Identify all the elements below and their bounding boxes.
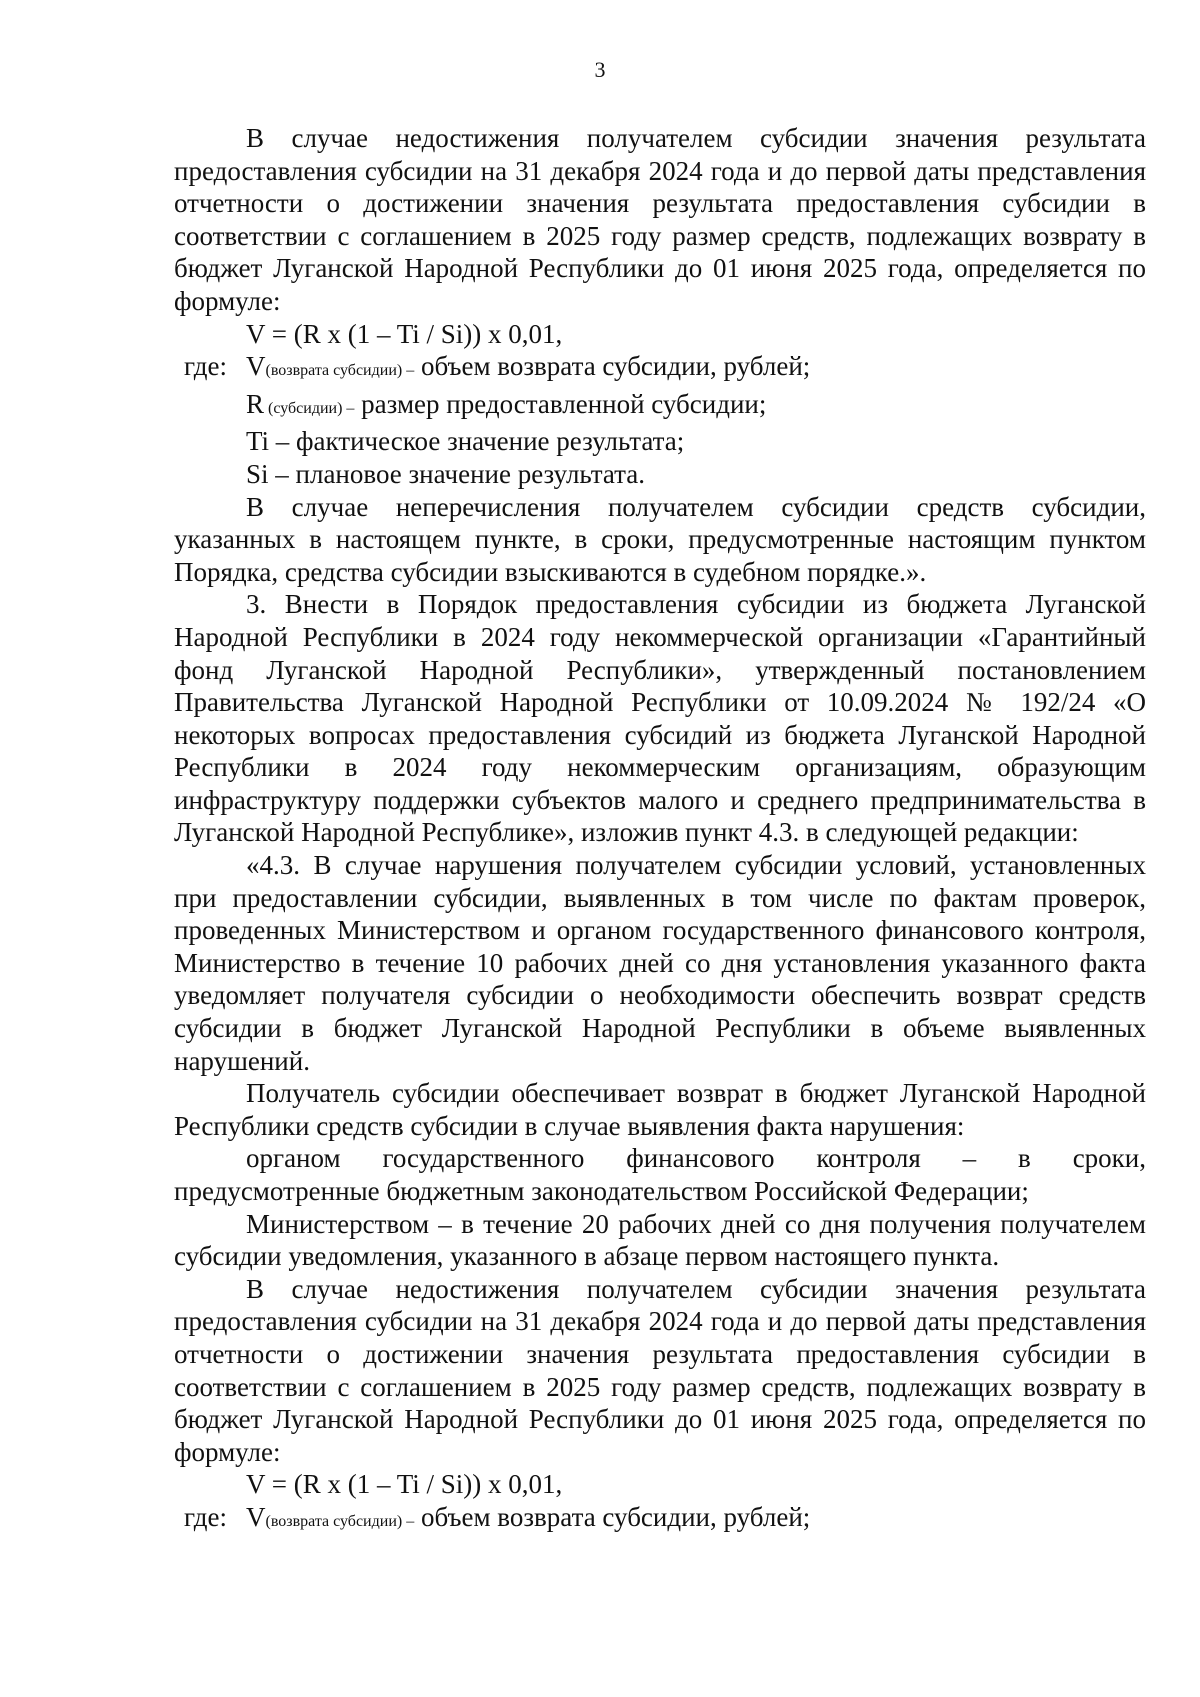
formula: V = (R x (1 – Ti / Si)) x 0,01, — [246, 318, 563, 349]
paragraph-item-4-3: «4.3. В случае нарушения получателем субсидии условий, установленных при предоставлении субсидии, выявленных в том числе по фактам проверок, проведенных Министерством и органом государственного финансового контроля, Министерство в течение 10 рабочих дней со дня установления указанного факта уведомляет получателя субсидии о необходимости обеспечить возврат средств субсидии в бюджет Луганской Народной Республики в объеме выявленных нарушений. — [174, 850, 1146, 1076]
where-label: где: — [184, 1501, 227, 1532]
paragraph-recipient-return: Получатель субсидии обеспечивает возврат в бюджет Луганской Народной Республики средств субсидии в случае выявления факта нарушения: — [174, 1078, 1146, 1141]
formula-legend-ti: Ti – фактическое значение результата; — [246, 426, 685, 457]
v-subscript: (возврата субсидии) – — [265, 1512, 415, 1530]
formula-legend-r — [174, 388, 1146, 426]
paragraph-return-condition: В случае недостижения получателем субсидии значения результата предоставления субсидии на 31 декабря 2024 года и до первой даты представления отчетности о достижении значения результата предоставления субсидии в соответствии с соглашением в 2025 году размер средств, подлежащих возврату в бюджет Луганской Народной Республики до 01 июня 2025 года, определяется по формуле: — [174, 123, 1146, 316]
v-description: объем возврата субсидии, рублей; — [414, 351, 811, 382]
document-body — [174, 122, 1146, 1539]
paragraph-ministry-term: Министерством – в течение 20 рабочих дней со дня получения получателем субсидии уведомления, указанного в абзаце первом настоящего пункта. — [174, 1208, 1146, 1272]
paragraph-financial-control: органом государственного финансового контроля – в сроки, предусмотренные бюджетным законодательством Российской Федерации; — [174, 1143, 1146, 1206]
where-label: где: — [184, 351, 227, 382]
formula-2-legend-v — [184, 1501, 1146, 1539]
v-description: объем возврата субсидии, рублей; — [414, 1501, 811, 1532]
paragraph-return-condition-2: В случае недостижения получателем субсидии значения результата предоставления субсидии на 31 декабря 2024 года и до первой даты представления отчетности о достижении значения результата предоставления субсидии в соответствии с соглашением в 2025 году размер средств, подлежащих возврату в бюджет Луганской Народной Республики до 01 июня 2025 года, определяется по формуле: — [174, 1273, 1146, 1467]
v-symbol: V — [246, 351, 266, 382]
paragraph-court-recovery: В случае неперечисления получателем субсидии средств субсидии, указанных в настоящем пункте, в сроки, предусмотренные настоящим пунктом Порядка, средства субсидии взыскиваются в судебном порядке.». — [174, 491, 1146, 587]
formula-legend-v — [184, 350, 1146, 388]
r-description: размер предоставленной субсидии; — [354, 388, 767, 419]
r-symbol: R — [246, 388, 265, 419]
formula-2: V = (R x (1 – Ti / Si)) x 0,01, — [246, 1469, 563, 1500]
r-subscript: (субсидии) – — [264, 399, 355, 417]
page-number: 3 — [594, 57, 606, 82]
v-symbol: V — [246, 1501, 266, 1532]
formula-legend-si: Si – плановое значение результата. — [246, 458, 645, 489]
v-subscript: (возврата субсидии) – — [265, 362, 415, 380]
paragraph-item-3: 3. Внести в Порядок предоставления субсидии из бюджета Луганской Народной Республики в 2024 году некоммерческой организации «Гарантийный фонд Луганской Народной Республики», утвержденный постановлением Правительства Луганской Народной Республики от 10.09.2024 № 192/24 «О некоторых вопросах предоставления субсидий из бюджета Луганской Народной Республики в 2024 году некоммерческим организациям, образующим инфраструктуру поддержки субъектов малого и среднего предпринимательства в Луганской Народной Республике», изложив пункт 4.3. в следующей редакции: — [174, 589, 1146, 848]
